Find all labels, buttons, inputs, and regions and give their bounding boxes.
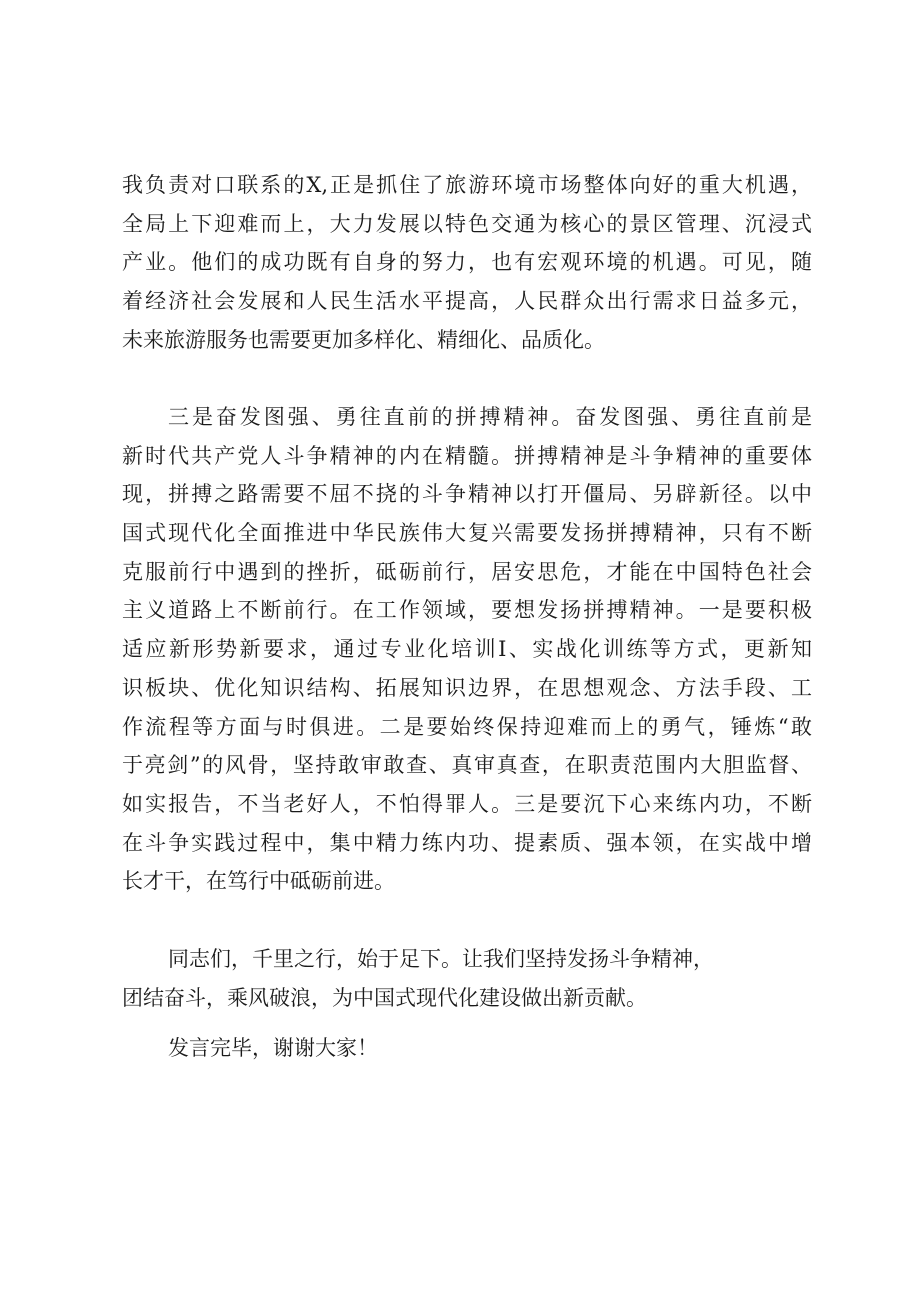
text-line: 国式现代化全面推进中华民族伟大复兴需要发扬拼搏精神，只有不断 bbox=[122, 521, 812, 546]
paragraph-closing-call bbox=[122, 940, 812, 1017]
paragraph-thanks bbox=[122, 1029, 812, 1068]
text-line: 三是奋发图强、勇往直前的拼搏精神。奋发图强、勇往直前是 bbox=[168, 405, 812, 429]
text-line: 产业。他们的成功既有自身的努力，也有宏观环境的机遇。可见，随 bbox=[122, 250, 812, 275]
text-line: 着经济社会发展和人民生活水平提高，人民群众出行需求日益多元， bbox=[122, 289, 812, 314]
text-line: 现，拼搏之路需要不屈不挠的斗争精神以打开僵局、另辟新径。以中 bbox=[122, 482, 812, 507]
text-line: 在斗争实践过程中，集中精力练内功、提素质、强本领，在实战中增 bbox=[122, 830, 812, 855]
paragraph-struggle-spirit bbox=[122, 398, 812, 901]
text-line: 发言完毕，谢谢大家！ bbox=[168, 1036, 378, 1060]
text-line: 适应新形势新要求，通过专业化培训I、实战化训练等方式，更新知 bbox=[122, 637, 812, 662]
paragraph-tourism-opportunity bbox=[122, 166, 812, 359]
text-line: 全局上下迎难而上，大力发展以特色交通为核心的景区管理、沉浸式 bbox=[122, 211, 812, 236]
text-line: 克服前行中遇到的挫折，砥砺前行，居安思危，才能在中国特色社会 bbox=[122, 559, 812, 584]
text-line: 新时代共产党人斗争精神的内在精髓。拼搏精神是斗争精神的重要体 bbox=[122, 443, 812, 468]
text-line: 识板块、优化知识结构、拓展知识边界，在思想观念、方法手段、工 bbox=[122, 675, 812, 700]
text-line: 于亮剑”的风骨，坚持敢审敢查、真审真查，在职责范围内大胆监督、 bbox=[122, 753, 812, 778]
text-line: 长才干，在笃行中砥砺前进。 bbox=[122, 869, 395, 894]
text-line: 未来旅游服务也需要更加多样化、精细化、品质化。 bbox=[122, 327, 605, 352]
text-line: 团结奋斗，乘风破浪，为中国式现代化建设做出新贡献。 bbox=[122, 985, 647, 1010]
text-line: 作流程等方面与时俱进。二是要始终保持迎难而上的勇气，锤炼“敢 bbox=[122, 714, 812, 739]
text-line: 同志们，千里之行，始于足下。让我们坚持发扬斗争精神， bbox=[168, 947, 714, 971]
text-line: 如实报告，不当老好人，不怕得罪人。三是要沉下心来练内功，不断 bbox=[122, 791, 812, 816]
text-line: 主义道路上不断前行。在工作领域，要想发扬拼搏精神。一是要积极 bbox=[122, 598, 812, 623]
text-line: 我负责对口联系的X,正是抓住了旅游环境市场整体向好的重大机遇， bbox=[122, 173, 812, 197]
